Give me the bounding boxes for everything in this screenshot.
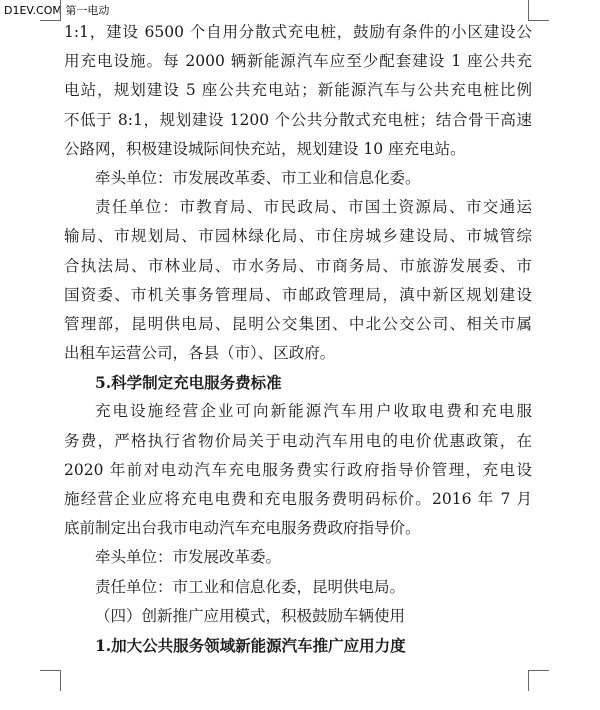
paragraph-line: 公路网，积极建设城际间快充站，规划建设 10 座充电站。 xyxy=(64,139,466,158)
paragraph-line: 出租车运营公司，各县（市）、区政府。 xyxy=(64,344,336,363)
crop-mark-top-left xyxy=(40,0,61,21)
paragraph-line: 不低于 8:1，规划建设 1200 个公共分散式充电桩；结合骨干高速 xyxy=(64,110,532,129)
paragraph-line: 1:1，建设 6500 个自用分散式充电桩，鼓励有条件的小区建设公 xyxy=(64,23,532,41)
paragraph-line: 电站，规划建设 5 座公共充电站；新能源汽车与公共充电桩比例 xyxy=(64,81,532,100)
paragraph-line: 底前制定出台我市电动汽车充电服务费政府指导价。 xyxy=(64,519,421,538)
paragraph-line: 充电设施经营企业可向新能源汽车用户收取电费和充电服 xyxy=(95,402,532,421)
lead-unit-line: 牵头单位：市发展改革委、市工业和信息化委。 xyxy=(95,168,421,187)
crop-mark-bottom-left xyxy=(40,670,61,691)
responsible-unit-line: 责任单位：市教育局、市民政局、市国土资源局、市交通运 xyxy=(95,198,532,217)
site-watermark: D1EV.COM 第一电动 xyxy=(4,4,110,17)
lead-unit-line: 牵头单位：市发展改革委。 xyxy=(95,548,282,567)
crop-mark-bottom-right xyxy=(528,670,549,691)
paragraph-line: 施经营企业应将充电电费和充电服务费明码标价。2016 年 7 月 xyxy=(64,490,532,508)
responsible-unit-line: 责任单位：市工业和信息化委，昆明供电局。 xyxy=(95,577,406,596)
subsection-heading: （四）创新推广应用模式，积极鼓励车辆使用 xyxy=(95,606,406,625)
section-heading: 5.科学制定充电服务费标准 xyxy=(95,373,282,393)
document-page xyxy=(64,18,532,660)
paragraph-line: 用充电设施。每 2000 辆新能源汽车应至少配套建设 1 座公共充 xyxy=(64,52,532,71)
paragraph-line: 输局、市规划局、市园林绿化局、市住房城乡建设局、市城管综 xyxy=(64,227,532,246)
paragraph-line: 合执法局、市林业局、市水务局、市商务局、市旅游发展委、市 xyxy=(64,256,532,275)
section-heading: 1.加大公共服务领域新能源汽车推广应用力度 xyxy=(95,635,406,655)
paragraph-line: 管理部，昆明供电局、昆明公交集团、中北公交公司、相关市属 xyxy=(64,314,532,333)
paragraph-line: 国资委、市机关事务管理局、市邮政管理局，滇中新区规划建设 xyxy=(64,285,532,304)
paragraph-line: 2020 年前对电动汽车充电服务费实行政府指导价管理，充电设 xyxy=(64,460,532,479)
paragraph-line: 务费，严格执行省物价局关于电动汽车用电的电价优惠政策，在 xyxy=(64,431,532,450)
